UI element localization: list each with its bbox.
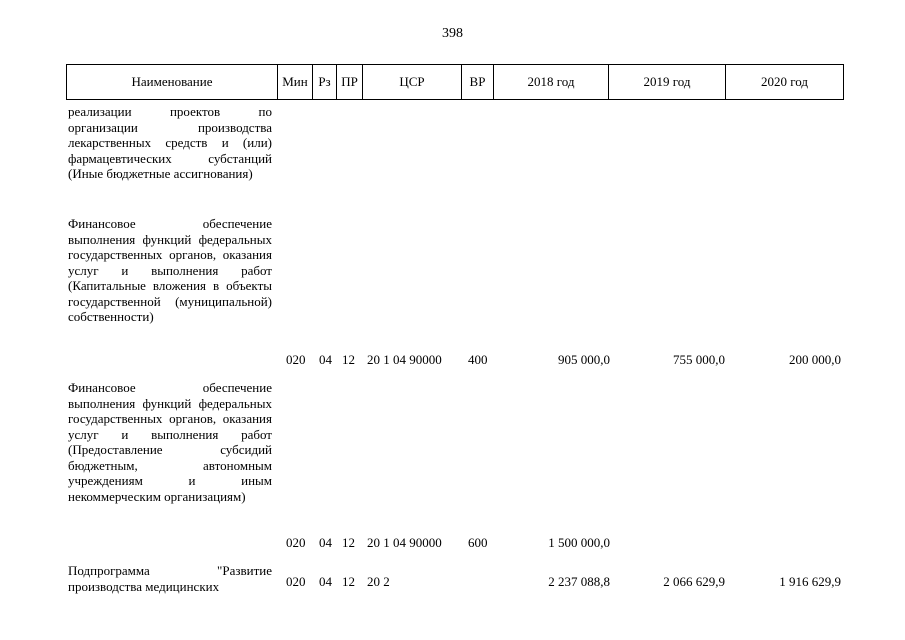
- row-2018: 2 237 088,8: [548, 574, 610, 589]
- header-pr: ПР: [337, 65, 363, 99]
- row-name: Финансовое обеспечение выполнения функций федеральных государственных органов, оказания услуг и выполнения работ (Предоставление субсидий бюджетным, автономным учреждениям и иным некоммерческим организациям): [68, 380, 272, 504]
- row-rz: 04: [319, 574, 332, 589]
- row-rz: 04: [319, 535, 332, 550]
- row-2020: 200 000,0: [789, 352, 841, 367]
- row-2018: 1 500 000,0: [548, 535, 610, 550]
- row-rz: 04: [319, 352, 332, 367]
- row-2019: 755 000,0: [673, 352, 725, 367]
- row-vr: 600: [468, 535, 488, 550]
- header-2018: 2018 год: [494, 65, 609, 99]
- row-name: Финансовое обеспечение выполнения функций федеральных государственных органов, оказания услуг и выполнения работ (Капитальные вложения в объекты государственной (муниципальной) собственности): [68, 216, 272, 324]
- header-2020: 2020 год: [761, 74, 808, 89]
- row-2020: 1 916 629,9: [779, 574, 841, 589]
- table-header: [66, 64, 844, 100]
- row-csr: 20 1 04 90000: [367, 352, 442, 367]
- header-csr: ЦСР: [363, 65, 462, 99]
- header-vr: ВР: [462, 65, 494, 99]
- header-name: Наименование: [67, 65, 278, 99]
- row-pr: 12: [342, 352, 355, 367]
- row-pr: 12: [342, 574, 355, 589]
- row-name: Подпрограмма "Развитие производства медицинских: [68, 563, 272, 594]
- row-vr: 400: [468, 352, 488, 367]
- row-min: 020: [286, 352, 306, 367]
- page-number: 398: [442, 26, 463, 41]
- row-csr: 20 1 04 90000: [367, 535, 442, 550]
- header-2019: 2019 год: [609, 65, 726, 99]
- row-name: реализации проектов по организации производства лекарственных средств и (или) фармацевтических субстанций (Иные бюджетные ассигнования): [68, 104, 272, 181]
- row-min: 020: [286, 535, 306, 550]
- header-min: Мин: [278, 65, 313, 99]
- row-2019: 2 066 629,9: [663, 574, 725, 589]
- row-min: 020: [286, 574, 306, 589]
- row-csr: 20 2: [367, 574, 390, 589]
- header-rz: Рз: [313, 65, 337, 99]
- row-pr: 12: [342, 535, 355, 550]
- row-2018: 905 000,0: [558, 352, 610, 367]
